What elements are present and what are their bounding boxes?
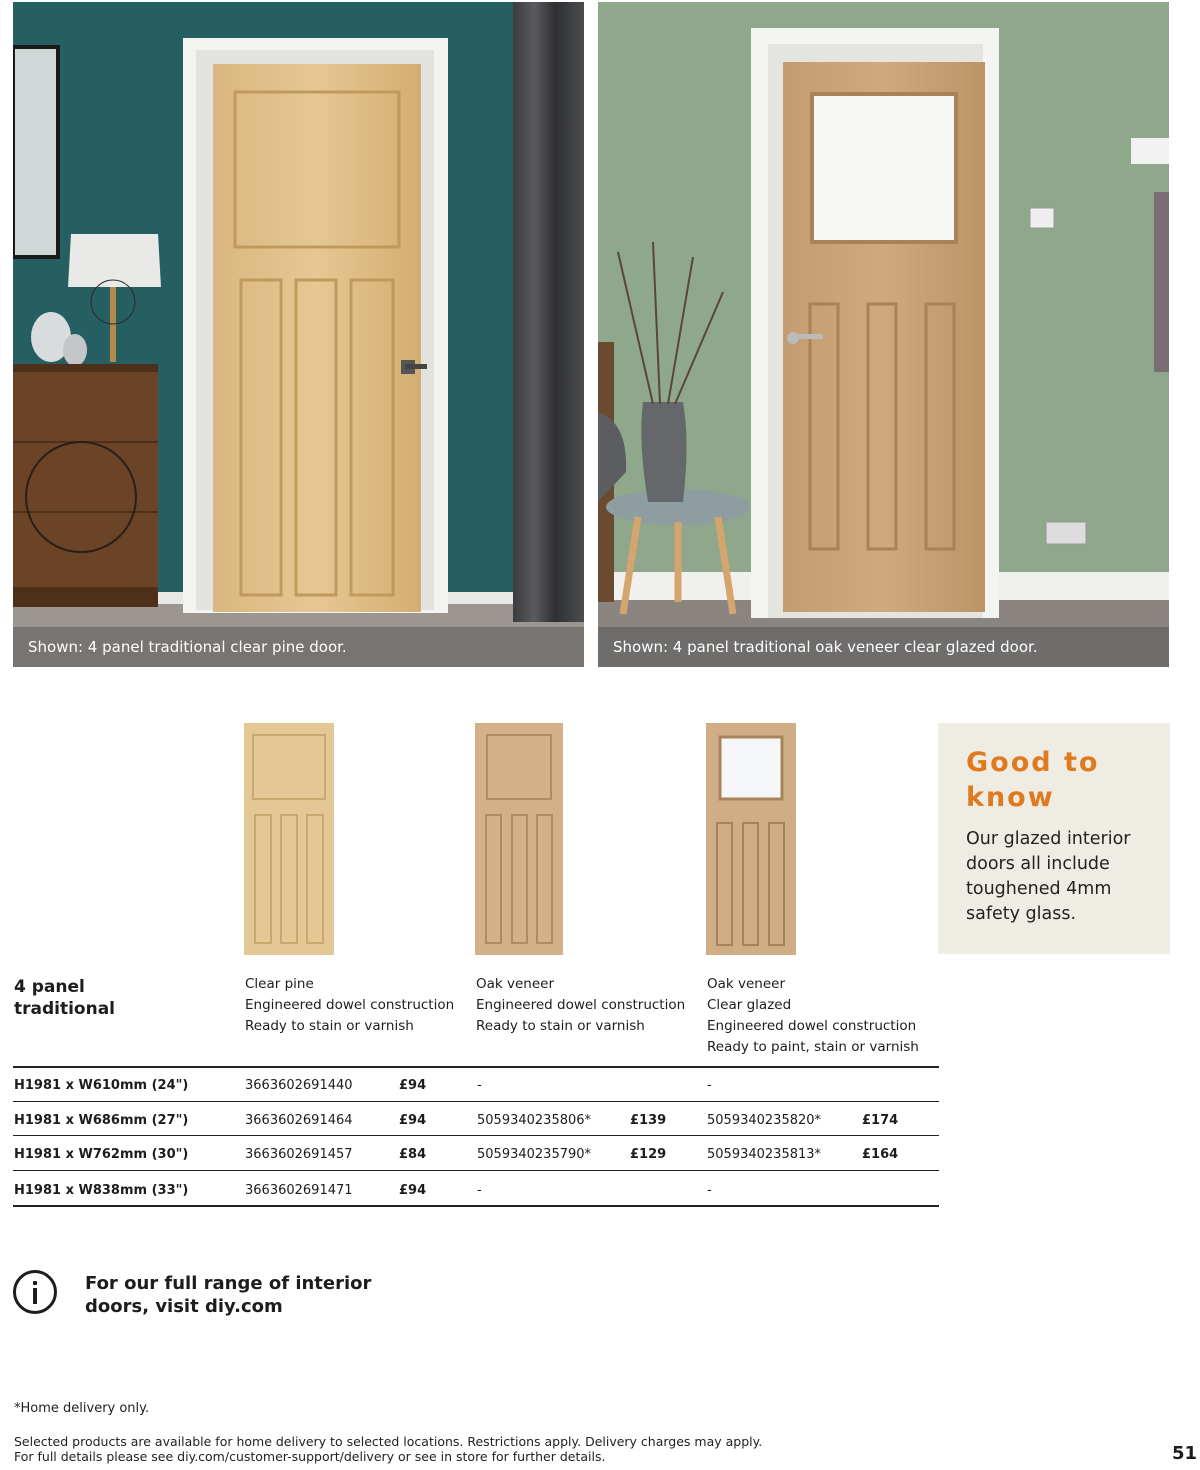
footnote-asterisk: *Home delivery only.: [14, 1401, 150, 1416]
footnote-details: For full details please see diy.com/customer-support/delivery or see in store for further details.: [14, 1449, 606, 1464]
product-description-oak-veneer: [476, 974, 685, 1037]
page-number: 51: [1172, 1443, 1198, 1464]
pine-door-scene: [13, 2, 584, 667]
price: £129: [630, 1147, 667, 1162]
size-cell: H1981 x W838mm (33"): [14, 1183, 189, 1198]
door-image-oak-veneer: [475, 723, 563, 955]
desc-line: Engineered dowel construction: [476, 997, 686, 1013]
product-code: -: [477, 1078, 482, 1093]
desc-line: Engineered dowel construction: [245, 997, 455, 1013]
desc-line: Ready to paint, stain or varnish: [707, 1039, 919, 1055]
product-description-clear-pine: [245, 974, 454, 1037]
product-code: 3663602691464: [245, 1113, 353, 1128]
door-image-oak-glazed: [706, 723, 796, 955]
desc-line: Engineered dowel construction: [707, 1018, 917, 1034]
table-rule: [13, 1170, 939, 1171]
photo-caption: Shown: 4 panel traditional clear pine door.: [13, 627, 584, 667]
product-code: 3663602691471: [245, 1183, 353, 1198]
product-code: 5059340235790*: [477, 1147, 592, 1162]
good-to-know-title: Good to know: [966, 747, 1100, 813]
price: £164: [862, 1147, 899, 1162]
photo-caption: Shown: 4 panel traditional oak veneer clear glazed door.: [598, 627, 1169, 667]
desc-line: Ready to stain or varnish: [245, 1018, 414, 1034]
price: £94: [399, 1078, 427, 1093]
size-cell: H1981 x W610mm (24"): [14, 1078, 189, 1093]
price: £94: [399, 1183, 427, 1198]
desc-line: Oak veneer: [476, 976, 555, 992]
price: £139: [630, 1113, 667, 1128]
desc-line: Ready to stain or varnish: [476, 1018, 645, 1034]
product-code: 5059340235806*: [477, 1113, 592, 1128]
table-rule: [13, 1066, 939, 1068]
size-cell: H1981 x W762mm (30"): [14, 1147, 189, 1162]
door-image-clear-pine: [244, 723, 334, 955]
info-line: doors, visit diy.com: [85, 1296, 283, 1317]
product-description-oak-glazed: [707, 974, 919, 1058]
price: £94: [399, 1113, 427, 1128]
info-line: For our full range of interior: [85, 1273, 372, 1294]
desc-line: Oak veneer: [707, 976, 786, 992]
table-rule: [13, 1205, 939, 1207]
desc-line: Clear glazed: [707, 997, 792, 1013]
product-code: -: [707, 1078, 712, 1093]
product-code: -: [707, 1183, 712, 1198]
footnote-delivery: Selected products are available for home delivery to selected locations. Restrictions apply. Delivery charges may apply.: [14, 1434, 763, 1449]
size-cell: H1981 x W686mm (27"): [14, 1113, 189, 1128]
product-code: 3663602691457: [245, 1147, 353, 1162]
product-code: 5059340235820*: [707, 1113, 822, 1128]
info-text: [85, 1272, 371, 1318]
good-to-know-body: Our glazed interior doors all include toughened 4mm safety glass.: [966, 829, 1131, 924]
photo-pine-door: [13, 2, 584, 667]
product-code: -: [477, 1183, 482, 1198]
price: £84: [399, 1147, 427, 1162]
table-rule: [13, 1135, 939, 1136]
desc-line: Clear pine: [245, 976, 314, 992]
info-icon: [13, 1270, 57, 1314]
range-title: 4 panel traditional: [14, 977, 116, 1019]
good-to-know-panel: [938, 723, 1170, 954]
product-code: 5059340235813*: [707, 1147, 822, 1162]
photo-oak-glazed-door: [598, 2, 1169, 667]
price: £174: [862, 1113, 899, 1128]
oak-door-scene: [598, 2, 1169, 667]
product-code: 3663602691440: [245, 1078, 353, 1093]
table-rule: [13, 1101, 939, 1102]
